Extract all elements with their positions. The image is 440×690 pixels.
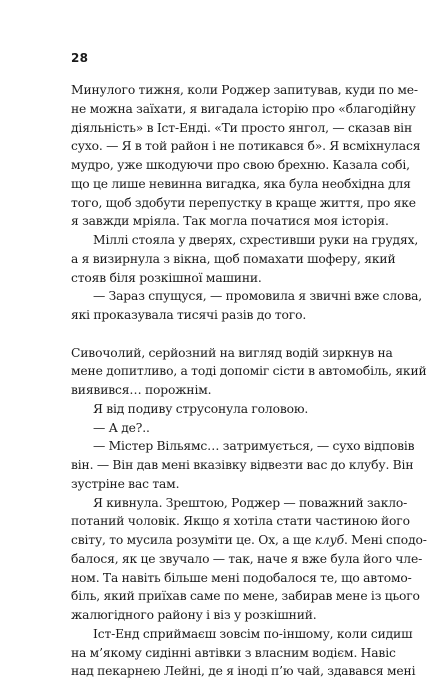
text-line: сухо. — Я в той район і не потикався б». Я всміхнулася (71, 139, 421, 154)
text-line: Міллі стояла у дверях, схрестивши руки на грудях, (93, 233, 419, 247)
text-line: ном. Та навіть більше мені подобалося те, що автомо- (71, 570, 412, 585)
text-line: — Містер Вільямс… затримується, — сухо відповів (93, 439, 415, 454)
text-line: світу, то мусила розуміти це. Ох, а ще клуб. Мені сподо- (71, 533, 427, 547)
text-line: балося, як це звучало — так, наче я вже була його чле- (71, 551, 423, 566)
text-line: жалюгідного району і віз у розкішний. (71, 608, 317, 622)
text-line: а я визирнула з вікна, щоб помахати шоферу, який (71, 251, 396, 266)
text-line: Сивочолий, серйозний на вигляд водій зиркнув на (71, 345, 393, 360)
text-line: мудро, уже шкодуючи про свою брехню. Казала собі, (71, 158, 410, 172)
text-line: Минулого тижня, коли Роджер запитував, куди по ме- (71, 83, 418, 97)
text-line: — А де?.. (93, 420, 150, 435)
emphasis: клуб (314, 533, 344, 547)
text-line: того, щоб здобути перепустку в краще життя, про яке (71, 195, 416, 210)
text-line: я завжди мріяла. Так могла початися моя історія. (71, 214, 389, 229)
text-line: зустріне вас там. (71, 476, 180, 491)
text-line: Іст-Енд сприймаєш зовсім по-іншому, коли сидиш (93, 626, 413, 641)
text-line: стояв біля розкішної машини. (71, 270, 262, 285)
text-line: — Зараз спущуся, — промовила я звичні вже слова, (93, 289, 423, 304)
text-line: виявився… порожнім. (71, 383, 212, 397)
blank-line (71, 325, 367, 344)
text-line: діяльність» в Іст-Енді. «Ти просто янгол, — сказав він (71, 120, 413, 135)
text-line: біль, який приїхав саме по мене, забирав мене із цього (71, 589, 420, 604)
text-line: що це лише невинна вигадка, яка була необхідна для (71, 176, 411, 191)
text-line: не можна заїхати, я вигадала історію про «благодійну (71, 101, 416, 116)
text-line: потаний чоловік. Якщо я хотіла стати частиною його (71, 514, 410, 529)
text-line: мене допитливо, а тоді допоміг сісти в автомобіль, який (71, 364, 427, 379)
text-line: які проказувала тисячі разів до того. (71, 308, 307, 322)
page-number: 28 (71, 51, 89, 65)
text-line: Я від подиву струсонула головою. (93, 401, 309, 416)
text-line: Я кивнула. Зрештою, Роджер — поважний закло- (93, 495, 408, 510)
text-line: на м’якому сидінні автівки з власним водієм. Навіс (71, 645, 396, 660)
body-text (71, 81, 427, 681)
text-line: над пекарнею Лейні, де я іноді п’ю чай, здавався мені (71, 664, 416, 679)
text-line: він. — Він дав мені вказівку відвезти вас до клубу. Він (71, 458, 414, 472)
